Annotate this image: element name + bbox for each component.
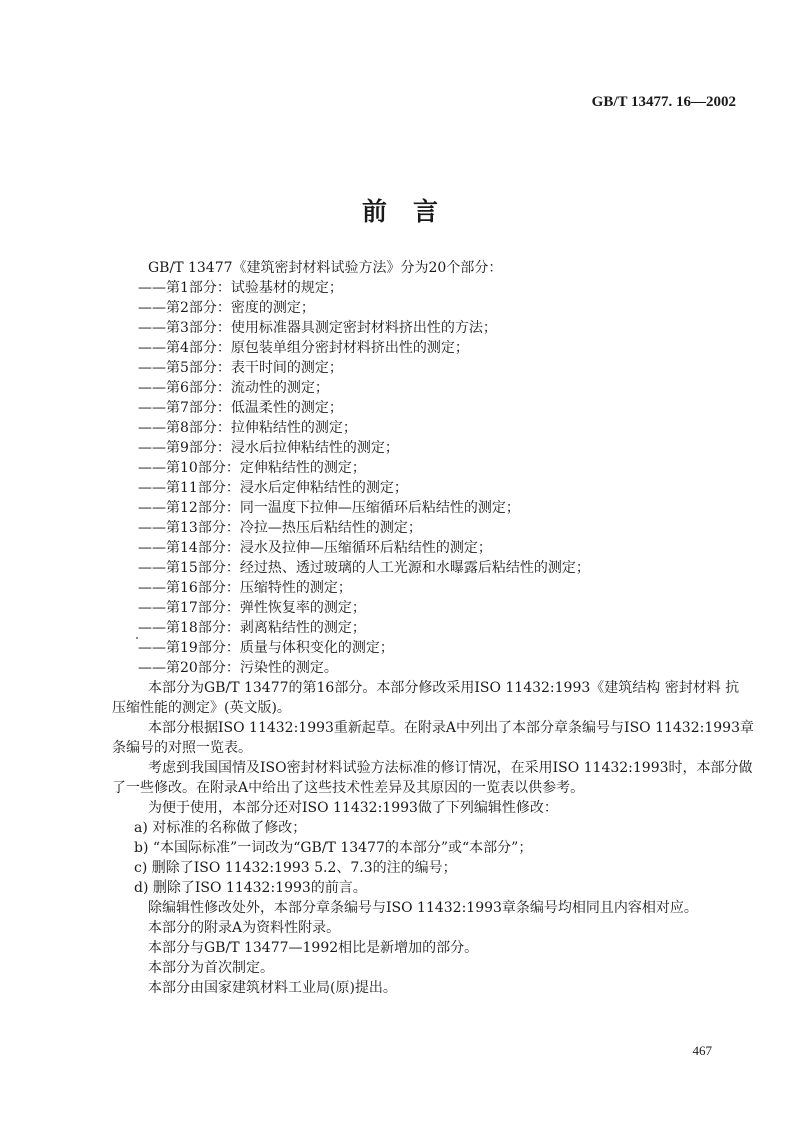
list-item: ——第15部分：经过热、透过玻璃的人工光源和水曝露后粘结性的测定；	[138, 560, 590, 576]
list-item: ——第14部分：浸水及拉伸—压缩循环后粘结性的测定；	[138, 540, 492, 556]
list-item: ——第19部分：质量与体积变化的测定；	[138, 640, 394, 656]
document-body	[112, 258, 754, 998]
editorial-intro: 为便于使用，本部分还对ISO 11432:1993做了下列编辑性修改：	[148, 800, 558, 816]
closing-line: 本部分与GB/T 13477—1992相比是新增加的部分。	[148, 940, 479, 956]
parts-list	[138, 278, 748, 678]
list-item: ——第20部分：污染性的测定。	[138, 660, 338, 676]
paragraph-modifications	[112, 758, 753, 798]
list-item: ——第9部分：浸水后拉伸粘结性的测定；	[138, 440, 399, 456]
list-item: ——第4部分：原包装单组分密封材料挤出性的测定；	[138, 340, 469, 356]
list-item: b) “本国际标准”一词改为“GB/T 13477的本部分”或“本部分”；	[134, 840, 533, 856]
standard-code: GB/T 13477. 16—2002	[591, 94, 736, 110]
closing-line: 本部分的附录A为资料性附录。	[148, 920, 341, 936]
list-item: ——第2部分：密度的测定；	[138, 300, 315, 316]
list-item: ——第10部分：定伸粘结性的测定；	[138, 460, 366, 476]
intro-line: GB/T 13477《建筑密封材料试验方法》分为20个部分：	[148, 260, 503, 276]
list-item: ——第5部分：表干时间的测定；	[138, 360, 343, 376]
list-item: ——第11部分：浸水后定伸粘结性的测定；	[138, 480, 408, 496]
list-item: ——第1部分：试验基材的规定；	[138, 280, 343, 296]
paragraph-line: 了一些修改。在附录A中给出了这些技术性差异及其原因的一览表以供参考。	[112, 780, 585, 796]
closing-line: 本部分为首次制定。	[148, 960, 274, 976]
closing-line: 本部分由国家建筑材料工业局(原)提出。	[148, 980, 397, 996]
list-item: a) 对标准的名称做了修改；	[134, 820, 307, 836]
list-item: ——第8部分：拉伸粘结性的测定；	[138, 420, 357, 436]
list-item: ——第16部分：压缩特性的测定；	[138, 580, 352, 596]
paragraph-line: 本部分根据ISO 11432:1993重新起草。在附录A中列出了本部分章条编号与ISO 11432:1993章	[148, 720, 754, 736]
paragraph-redrafting	[112, 718, 754, 758]
editorial-list	[134, 818, 748, 898]
page-number: 467	[692, 1043, 712, 1058]
list-item: ——第3部分：使用标准器具测定密封材料挤出性的方法；	[138, 320, 497, 336]
closing-line: 除编辑性修改处外，本部分章条编号与ISO 11432:1993章条编号均相同且内容相对应。	[148, 900, 698, 916]
paragraph-line: 考虑到我国国情及ISO密封材料试验方法标准的修订情况，在采用ISO 11432:1993时，本部分做	[148, 760, 753, 776]
paragraph-line: 压缩性能的测定》(英文版)。	[112, 700, 291, 716]
list-item: ——第7部分：低温柔性的测定；	[138, 400, 343, 416]
paragraph-line: 条编号的对照一览表。	[112, 740, 252, 756]
list-item: ——第17部分：弹性恢复率的测定；	[138, 600, 366, 616]
list-item: ——第6部分：流动性的测定；	[138, 380, 329, 396]
paragraph-scope	[112, 678, 748, 718]
list-item: c) 删除了ISO 11432:1993 5.2、7.3的注的编号；	[134, 860, 457, 876]
list-item: ——第13部分：冷拉—热压后粘结性的测定；	[138, 520, 422, 536]
list-item: ——第12部分：同一温度下拉伸—压缩循环后粘结性的测定；	[138, 500, 520, 516]
scan-speck	[136, 637, 138, 639]
paragraph-line: 本部分为GB/T 13477的第16部分。本部分修改采用ISO 11432:1993《建筑结构 密封材料 抗	[148, 680, 740, 696]
list-item: d) 删除了ISO 11432:1993的前言。	[134, 880, 367, 896]
list-item: ——第18部分：剥离粘结性的测定；	[138, 620, 366, 636]
page-title: 前言	[361, 197, 464, 226]
